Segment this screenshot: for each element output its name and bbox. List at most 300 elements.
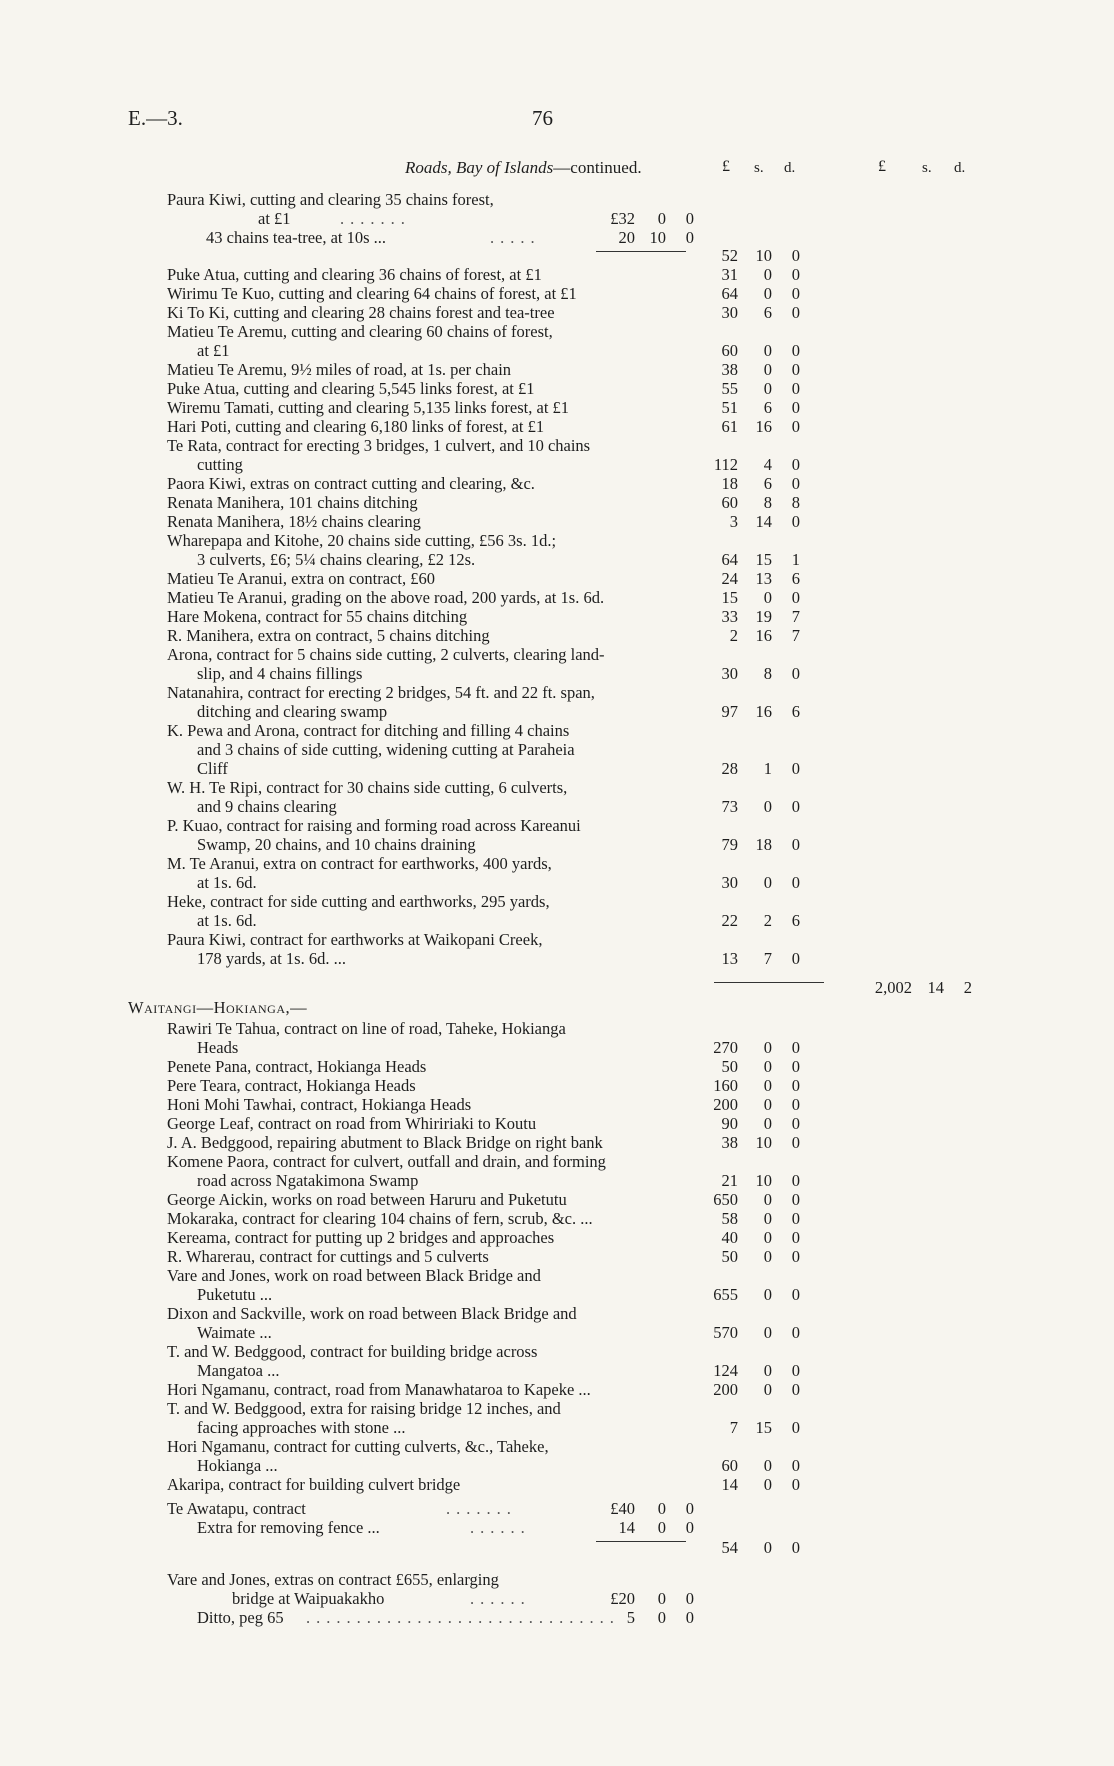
paura-line-1: [0, 190, 1114, 209]
table-row: [0, 1361, 1114, 1380]
amount-pounds: 55: [721, 379, 738, 398]
entry-text: Renata Manihera, 101 chains ditching: [167, 493, 418, 512]
amount-pence: 0: [791, 1475, 800, 1494]
paura-line-2: [0, 209, 1114, 228]
amount-pence: 0: [791, 1076, 800, 1095]
entry-text: at 1s. 6d.: [197, 873, 257, 892]
amount-pounds: 3: [729, 512, 738, 531]
inner-pounds: 20: [618, 228, 635, 247]
amount-shillings: 0: [763, 1114, 772, 1133]
entry-text: Puketutu ...: [197, 1285, 273, 1304]
table-row: [0, 1133, 1114, 1152]
entry-text: and 9 chains clearing: [197, 797, 337, 816]
amount-pence: 0: [791, 265, 800, 284]
amount-pounds: 24: [721, 569, 738, 588]
amount-pounds: 30: [721, 873, 738, 892]
amount-pounds: 28: [721, 759, 738, 778]
amount-pounds: 51: [721, 398, 738, 417]
total-shillings: 14: [927, 978, 944, 997]
table-row: [0, 949, 1114, 968]
amount-shillings: 0: [763, 265, 772, 284]
amount-shillings: 0: [763, 1323, 772, 1342]
entry-text: Mangatoa ...: [197, 1361, 280, 1380]
amount-shillings: 1: [763, 759, 772, 778]
entry-text: Paura Kiwi, cutting and clearing 35 chains forest,: [167, 190, 494, 209]
amount-pounds: 61: [721, 417, 738, 436]
amount-pounds: 60: [721, 493, 738, 512]
table-row: [0, 493, 1114, 512]
amount-shillings: 0: [763, 1076, 772, 1095]
entry-text: bridge at Waipuakakho: [232, 1589, 385, 1608]
amount-shillings: 6: [763, 303, 772, 322]
amount-pounds: 79: [721, 835, 738, 854]
amount-pounds: 18: [721, 474, 738, 493]
leader-dots: .......: [446, 1499, 517, 1518]
inner-pounds: £40: [610, 1499, 635, 1518]
amount-pence: 0: [791, 588, 800, 607]
table-row: [0, 474, 1114, 493]
amount-shillings: 0: [763, 1361, 772, 1380]
entry-text: Puke Atua, cutting and clearing 36 chains of forest, at £1: [167, 265, 542, 284]
amount-pence: 0: [791, 474, 800, 493]
col-header-pence-2: d.: [954, 160, 966, 176]
amount-pounds: 52: [721, 246, 738, 265]
inner-shillings: 0: [657, 1589, 666, 1608]
amount-pounds: 650: [713, 1190, 738, 1209]
amount-pence: 0: [791, 1057, 800, 1076]
table-row: [0, 417, 1114, 436]
amount-shillings: 0: [763, 873, 772, 892]
col-header-shillings-2: s.: [922, 160, 932, 176]
leader-dots: ...............................: [306, 1608, 620, 1627]
amount-shillings: 13: [755, 569, 772, 588]
amount-pounds: 570: [713, 1323, 738, 1342]
entry-text: Renata Manihera, 18½ chains clearing: [167, 512, 421, 531]
leader-dots: .......: [340, 209, 411, 228]
table-row: [0, 531, 1114, 550]
amount-pence: 7: [791, 626, 800, 645]
entry-text: cutting: [197, 455, 243, 474]
entry-text: Akaripa, contract for building culvert bridge: [167, 1475, 461, 1494]
table-row: [0, 1399, 1114, 1418]
amount-shillings: 0: [763, 379, 772, 398]
entry-text: ditching and clearing swamp: [197, 702, 388, 721]
entry-text: Heke, contract for side cutting and earthworks, 295 yards,: [167, 892, 550, 911]
table-row: [0, 607, 1114, 626]
table-row: [0, 645, 1114, 664]
table-row: [0, 1057, 1114, 1076]
amount-pence: 0: [791, 1171, 800, 1190]
table-row: [0, 1152, 1114, 1171]
amount-pence: 0: [791, 1190, 800, 1209]
amount-pence: 0: [791, 1133, 800, 1152]
entry-text: Matieu Te Aranui, extra on contract, £60: [167, 569, 435, 588]
amount-pence: 0: [791, 417, 800, 436]
amount-shillings: 10: [755, 1133, 772, 1152]
table-row: [0, 1076, 1114, 1095]
inner-pence: 0: [685, 1518, 694, 1537]
entry-text: Swamp, 20 chains, and 10 chains draining: [197, 835, 476, 854]
amount-shillings: 0: [763, 1190, 772, 1209]
amount-shillings: 14: [755, 512, 772, 531]
entry-text: Hori Ngamanu, contract for cutting culverts, &c., Taheke,: [167, 1437, 549, 1456]
entry-text: Hare Mokena, contract for 55 chains ditching: [167, 607, 468, 626]
amount-pence: 0: [791, 1418, 800, 1437]
table-row: [0, 341, 1114, 360]
inner-pence: 0: [685, 1608, 694, 1627]
table-row: [0, 284, 1114, 303]
entry-text: Te Rata, contract for erecting 3 bridges, 1 culvert, and 10 chains: [167, 436, 591, 455]
inner-shillings: 0: [657, 1499, 666, 1518]
amount-pounds: 200: [713, 1095, 738, 1114]
table-row: [0, 265, 1114, 284]
amount-pence: 0: [791, 1361, 800, 1380]
amount-pounds: 30: [721, 664, 738, 683]
entry-text: Pere Teara, contract, Hokianga Heads: [167, 1076, 416, 1095]
amount-pounds: 655: [713, 1285, 738, 1304]
amount-pence: 0: [791, 398, 800, 417]
table-row: [0, 759, 1114, 778]
amount-shillings: 0: [763, 360, 772, 379]
amount-pounds: 54: [721, 1538, 738, 1557]
amount-shillings: 15: [755, 550, 772, 569]
entry-text: Dixon and Sackville, work on road between Black Bridge and: [167, 1304, 577, 1323]
col-header-pence-1: d.: [784, 160, 796, 176]
entry-text: Natanahira, contract for erecting 2 bridges, 54 ft. and 22 ft. span,: [167, 683, 595, 702]
table-row: [0, 816, 1114, 835]
vare-extras-line-3: [0, 1608, 1114, 1627]
table-row: [0, 930, 1114, 949]
table-row: [0, 1095, 1114, 1114]
table-row: [0, 626, 1114, 645]
amount-shillings: 0: [763, 1380, 772, 1399]
amount-shillings: 8: [763, 664, 772, 683]
entry-text: Honi Mohi Tawhai, contract, Hokianga Heads: [167, 1095, 472, 1114]
amount-pounds: 14: [721, 1475, 738, 1494]
vare-extras-line-2: [0, 1589, 1114, 1608]
total-pence: 2: [963, 978, 972, 997]
amount-pence: 0: [791, 360, 800, 379]
table-row: [0, 797, 1114, 816]
table-row: [0, 303, 1114, 322]
table-row: [0, 892, 1114, 911]
amount-pence: 0: [791, 1209, 800, 1228]
entry-text: Mokaraka, contract for clearing 104 chains of fern, scrub, &c. ...: [167, 1209, 593, 1228]
table-row: [0, 664, 1114, 683]
entry-text: 43 chains tea-tree, at 10s ...: [206, 228, 387, 247]
entry-text: 178 yards, at 1s. 6d. ...: [197, 949, 346, 968]
entry-text: at £1: [197, 341, 230, 360]
table-row: [0, 588, 1114, 607]
table-row: [0, 1285, 1114, 1304]
entry-text: Matieu Te Aranui, grading on the above road, 200 yards, at 1s. 6d.: [167, 588, 605, 607]
amount-pence: 0: [791, 873, 800, 892]
table-row: [0, 911, 1114, 930]
total-pounds: 2,002: [874, 978, 912, 997]
col-header-shillings-1: s.: [754, 160, 764, 176]
entry-text: Vare and Jones, extras on contract £655, enlarging: [167, 1570, 499, 1589]
inner-shillings: 0: [657, 1518, 666, 1537]
table-row: [0, 436, 1114, 455]
inner-pounds: £20: [610, 1589, 635, 1608]
amount-pounds: 38: [721, 1133, 738, 1152]
amount-shillings: 15: [755, 1418, 772, 1437]
entry-text: Vare and Jones, work on road between Black Bridge and: [167, 1266, 541, 1285]
amount-pence: 0: [791, 512, 800, 531]
amount-shillings: 0: [763, 1538, 772, 1557]
amount-pence: 0: [791, 1323, 800, 1342]
inner-shillings: 0: [657, 209, 666, 228]
amount-pence: 0: [791, 1538, 800, 1557]
table-row: [0, 1323, 1114, 1342]
amount-pence: 0: [791, 835, 800, 854]
table-row: [0, 1209, 1114, 1228]
entry-text: Ki To Ki, cutting and clearing 28 chains forest and tea-tree: [167, 303, 555, 322]
amount-pence: 0: [791, 797, 800, 816]
table-row: [0, 835, 1114, 854]
table-row: [0, 683, 1114, 702]
amount-shillings: 0: [763, 1285, 772, 1304]
table-row: [0, 721, 1114, 740]
amount-shillings: 0: [763, 1095, 772, 1114]
amount-shillings: 18: [755, 835, 772, 854]
amount-shillings: 16: [755, 417, 772, 436]
entry-text: and 3 chains of side cutting, widening cutting at Paraheia: [197, 740, 575, 759]
inner-pence: 0: [685, 228, 694, 247]
bay-of-islands-grand-total: [0, 978, 1114, 997]
entry-text: Ditto, peg 65: [197, 1608, 284, 1627]
amount-shillings: 8: [763, 493, 772, 512]
table-row: [0, 1266, 1114, 1285]
amount-pounds: 13: [721, 949, 738, 968]
amount-shillings: 0: [763, 284, 772, 303]
inner-shillings: 0: [657, 1608, 666, 1627]
amount-pounds: 64: [721, 550, 738, 569]
amount-pounds: 124: [713, 1361, 738, 1380]
table-row: [0, 778, 1114, 797]
amount-shillings: 0: [763, 1057, 772, 1076]
entry-text: Puke Atua, cutting and clearing 5,545 links forest, at £1: [167, 379, 535, 398]
entry-text: road across Ngatakimona Swamp: [197, 1171, 419, 1190]
amount-pounds: 73: [721, 797, 738, 816]
entry-text: Waimate ...: [197, 1323, 272, 1342]
table-row: [0, 379, 1114, 398]
entry-text: K. Pewa and Arona, contract for ditching and filling 4 chains: [167, 721, 570, 740]
amount-pence: 0: [791, 1285, 800, 1304]
entry-text: Heads: [197, 1038, 239, 1057]
entry-text: Hokianga ...: [197, 1456, 278, 1475]
table-row: [0, 1038, 1114, 1057]
entry-text: Cliff: [197, 759, 228, 778]
entry-text: Rawiri Te Tahua, contract on line of road, Taheke, Hokianga: [167, 1019, 566, 1038]
amount-pence: 0: [791, 341, 800, 360]
amount-shillings: 0: [763, 1209, 772, 1228]
amount-pence: 0: [791, 1456, 800, 1475]
table-row: [0, 1342, 1114, 1361]
page-number: 76: [532, 106, 553, 130]
amount-pence: 0: [791, 303, 800, 322]
te-awatapu-line-2: [0, 1518, 1114, 1537]
amount-pence: 8: [791, 493, 800, 512]
amount-pence: 0: [791, 759, 800, 778]
amount-pence: 0: [791, 379, 800, 398]
amount-pounds: 7: [729, 1418, 738, 1437]
amount-pence: 0: [791, 1247, 800, 1266]
vare-extras-line-1: [0, 1570, 1114, 1589]
amount-pence: 6: [791, 569, 800, 588]
page-code: E.—3.: [128, 106, 183, 130]
inner-pounds: 14: [618, 1518, 635, 1537]
table-row: [0, 1380, 1114, 1399]
amount-shillings: 4: [763, 455, 772, 474]
amount-shillings: 0: [763, 1228, 772, 1247]
leader-dots: ......: [470, 1518, 531, 1537]
section-title: [405, 158, 642, 178]
amount-pence: 1: [791, 550, 800, 569]
table-row: [0, 854, 1114, 873]
amount-pence: 6: [791, 911, 800, 930]
inner-shillings: 10: [649, 228, 666, 247]
amount-pounds: 90: [721, 1114, 738, 1133]
amount-shillings: 7: [763, 949, 772, 968]
amount-pounds: 200: [713, 1380, 738, 1399]
amount-shillings: 0: [763, 797, 772, 816]
entry-text: Kereama, contract for putting up 2 bridges and approaches: [167, 1228, 555, 1247]
entry-text: R. Manihera, extra on contract, 5 chains ditching: [167, 626, 490, 645]
amount-pence: 6: [791, 702, 800, 721]
table-row: [0, 1228, 1114, 1247]
entry-text: Paora Kiwi, extras on contract cutting and clearing, &c.: [167, 474, 535, 493]
entry-text: 3 culverts, £6; 5¼ chains clearing, £2 12s.: [197, 550, 476, 569]
entry-text: Extra for removing fence ...: [197, 1518, 380, 1537]
entry-text: M. Te Aranui, extra on contract for earthworks, 400 yards,: [167, 854, 552, 873]
entry-text: Te Awatapu, contract: [167, 1499, 306, 1518]
amount-pounds: 60: [721, 341, 738, 360]
entry-text: Hari Poti, cutting and clearing 6,180 links of forest, at £1: [167, 417, 545, 436]
amount-pence: 0: [791, 1095, 800, 1114]
entry-text: J. A. Bedggood, repairing abutment to Black Bridge on right bank: [167, 1133, 603, 1152]
te-awatapu-line-1: [0, 1499, 1114, 1518]
inner-pence: 0: [685, 209, 694, 228]
amount-pence: 7: [791, 607, 800, 626]
amount-shillings: 0: [763, 588, 772, 607]
table-row: [0, 550, 1114, 569]
amount-pounds: 15: [721, 588, 738, 607]
entry-text: Paura Kiwi, contract for earthworks at Waikopani Creek,: [167, 930, 543, 949]
amount-pounds: 112: [713, 455, 738, 474]
table-row: [0, 569, 1114, 588]
table-row: [0, 360, 1114, 379]
amount-pounds: 160: [713, 1076, 738, 1095]
entry-text: Hori Ngamanu, contract, road from Manawhataroa to Kapeke ...: [167, 1380, 591, 1399]
entry-text: slip, and 4 chains fillings: [197, 664, 363, 683]
amount-shillings: 0: [763, 1038, 772, 1057]
table-row: [0, 1171, 1114, 1190]
leader-dots: .....: [490, 228, 541, 247]
table-row: [0, 322, 1114, 341]
entry-text: Matieu Te Aremu, cutting and clearing 60 chains of forest,: [167, 322, 553, 341]
leader-dots: ......: [470, 1589, 531, 1608]
amount-pounds: 97: [721, 702, 738, 721]
table-row: [0, 740, 1114, 759]
amount-pounds: 60: [721, 1456, 738, 1475]
entry-text: George Leaf, contract on road from Whiririaki to Koutu: [167, 1114, 537, 1133]
col-header-pounds-1: £: [722, 158, 730, 175]
amount-pounds: 38: [721, 360, 738, 379]
entry-text: Wirimu Te Kuo, cutting and clearing 64 chains of forest, at £1: [167, 284, 577, 303]
table-row: [0, 1247, 1114, 1266]
amount-pounds: 40: [721, 1228, 738, 1247]
col-header-pounds-2: £: [878, 158, 886, 175]
section-heading-waitangi: Waitangi—Hokianga,—: [128, 998, 308, 1017]
entry-text: Penete Pana, contract, Hokianga Heads: [167, 1057, 427, 1076]
amount-pounds: 2: [729, 626, 738, 645]
amount-shillings: 10: [755, 246, 772, 265]
table-row: [0, 455, 1114, 474]
amount-pounds: 22: [721, 911, 738, 930]
entry-text: Wiremu Tamati, cutting and clearing 5,135 links forest, at £1: [167, 398, 570, 417]
amount-shillings: 0: [763, 341, 772, 360]
table-row: [0, 702, 1114, 721]
table-row: [0, 1019, 1114, 1038]
amount-shillings: 16: [755, 626, 772, 645]
amount-shillings: 10: [755, 1171, 772, 1190]
amount-pence: 0: [791, 664, 800, 683]
amount-pence: 0: [791, 284, 800, 303]
entry-text: Arona, contract for 5 chains side cutting, 2 culverts, clearing land-: [167, 645, 605, 664]
entry-text: Wharepapa and Kitohe, 20 chains side cutting, £56 3s. 1d.;: [167, 531, 557, 550]
table-row: [0, 1456, 1114, 1475]
amount-pence: 0: [791, 1228, 800, 1247]
amount-pence: 0: [791, 1038, 800, 1057]
paura-line-3: [0, 228, 1114, 247]
inner-pence: 0: [685, 1589, 694, 1608]
entry-text: at 1s. 6d.: [197, 911, 257, 930]
amount-pence: 0: [791, 246, 800, 265]
amount-pounds: 33: [721, 607, 738, 626]
amount-pounds: 31: [721, 265, 738, 284]
entry-text: R. Wharerau, contract for cuttings and 5 culverts: [167, 1247, 489, 1266]
amount-pounds: 50: [721, 1247, 738, 1266]
amount-shillings: 0: [763, 1475, 772, 1494]
entry-text: P. Kuao, contract for raising and forming road across Kareanui: [167, 816, 581, 835]
entry-text: facing approaches with stone ...: [197, 1418, 406, 1437]
entry-text: at £1: [258, 209, 291, 228]
section-title-main: Roads, Bay of Islands: [405, 158, 554, 177]
entry-text: T. and W. Bedggood, extra for raising bridge 12 inches, and: [167, 1399, 561, 1418]
section-title-suffix: —continued.: [553, 158, 642, 177]
table-row: [0, 1190, 1114, 1209]
inner-pounds: 5: [626, 1608, 635, 1627]
entry-text: T. and W. Bedggood, contract for building bridge across: [167, 1342, 538, 1361]
amount-pounds: 58: [721, 1209, 738, 1228]
table-row: [0, 398, 1114, 417]
table-row: [0, 1304, 1114, 1323]
entry-text: W. H. Te Ripi, contract for 30 chains side cutting, 6 culverts,: [167, 778, 568, 797]
amount-pounds: 64: [721, 284, 738, 303]
amount-shillings: 6: [763, 474, 772, 493]
inner-pence: 0: [685, 1499, 694, 1518]
table-row: [0, 1475, 1114, 1494]
amount-pounds: 21: [721, 1171, 738, 1190]
amount-shillings: 6: [763, 398, 772, 417]
table-row: [0, 512, 1114, 531]
inner-pounds: £32: [610, 209, 635, 228]
amount-shillings: 19: [755, 607, 772, 626]
table-row: [0, 1437, 1114, 1456]
entry-text: Komene Paora, contract for culvert, outfall and drain, and forming: [167, 1152, 606, 1171]
amount-pounds: 30: [721, 303, 738, 322]
